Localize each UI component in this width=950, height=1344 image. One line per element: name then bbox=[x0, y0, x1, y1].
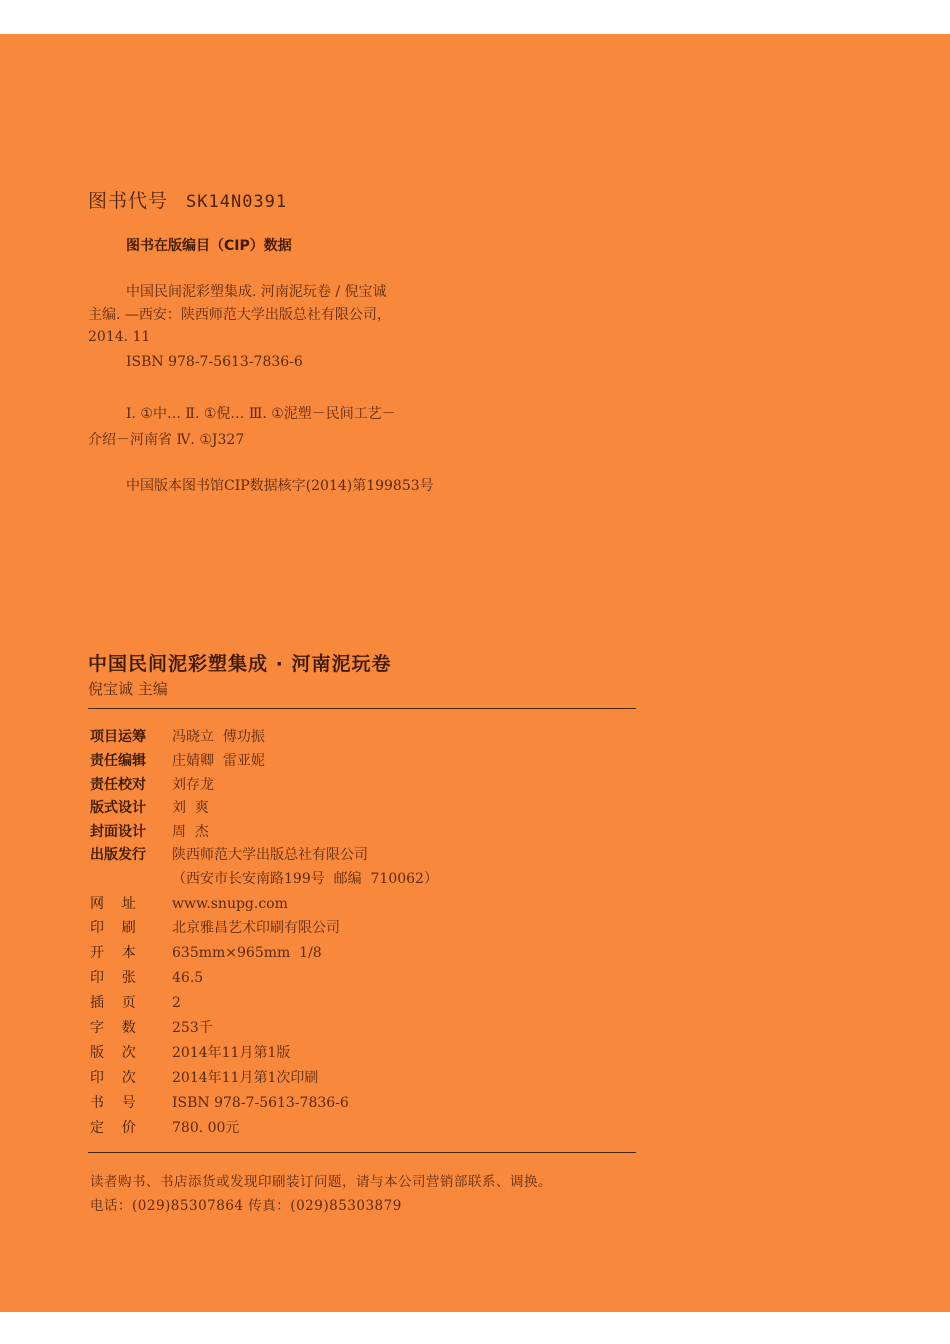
credit-row bbox=[90, 868, 438, 890]
credit-row bbox=[90, 1042, 290, 1064]
divider-top bbox=[88, 708, 636, 709]
credit-label: 定 价 bbox=[90, 1120, 136, 1136]
credit-row bbox=[90, 774, 214, 796]
credit-row bbox=[90, 992, 181, 1014]
credit-label: 责任编辑 bbox=[90, 753, 146, 769]
credit-label: 版式设计 bbox=[90, 800, 146, 816]
credit-row bbox=[90, 893, 288, 915]
credit-row bbox=[90, 1017, 213, 1039]
credit-row bbox=[90, 942, 322, 964]
book-code bbox=[88, 186, 287, 213]
book-code-label: 图书代号 bbox=[88, 190, 169, 212]
credit-label: 插 页 bbox=[90, 995, 136, 1011]
book-editor: 倪宝诚 主编 bbox=[88, 680, 168, 698]
credit-row bbox=[90, 967, 203, 989]
divider-bottom bbox=[88, 1152, 636, 1153]
credit-value: （西安市长安南路199号 邮编 710062） bbox=[172, 871, 438, 887]
cip-line: Ⅰ. ①中… Ⅱ. ①倪… Ⅲ. ①泥塑－民间工艺－ bbox=[126, 406, 396, 422]
cip-line: 主编. —西安：陕西师范大学出版总社有限公司， bbox=[88, 307, 391, 323]
credit-value: 2014年11月第1次印刷 bbox=[172, 1070, 319, 1086]
credit-label: 书 号 bbox=[90, 1095, 136, 1111]
cip-record-number: 中国版本图书馆CIP数据核字(2014)第199853号 bbox=[126, 478, 434, 494]
cip-isbn: ISBN 978-7-5613-7836-6 bbox=[126, 354, 303, 370]
credit-label: 印 次 bbox=[90, 1070, 136, 1086]
credit-value: 2 bbox=[172, 995, 181, 1011]
cip-line: 中国民间泥彩塑集成. 河南泥玩卷 / 倪宝诚 bbox=[126, 284, 387, 300]
credit-label: 印 张 bbox=[90, 970, 136, 986]
book-title: 中国民间泥彩塑集成 · 河南泥玩卷 bbox=[88, 653, 392, 675]
credit-value: 780. 00元 bbox=[172, 1120, 240, 1136]
credit-label: 封面设计 bbox=[90, 824, 146, 840]
credit-value: 635mm×965mm 1/8 bbox=[172, 945, 322, 961]
credit-row bbox=[90, 1067, 318, 1089]
credit-value: 陕西师范大学出版总社有限公司 bbox=[172, 847, 368, 863]
credit-value: www.snupg.com bbox=[172, 896, 288, 912]
credit-value: 北京雅昌艺术印刷有限公司 bbox=[172, 920, 340, 936]
credit-label: 出版发行 bbox=[90, 847, 146, 863]
credit-row bbox=[90, 797, 209, 819]
credit-value: 庄婧卿 雷亚妮 bbox=[172, 753, 265, 769]
credit-value: 刘 爽 bbox=[172, 800, 209, 816]
credit-label: 网 址 bbox=[90, 896, 136, 912]
book-code-value: SK14N0391 bbox=[186, 192, 288, 212]
credit-label: 印 刷 bbox=[90, 920, 136, 936]
credit-row bbox=[90, 750, 265, 772]
credit-value: 46.5 bbox=[172, 970, 204, 986]
credit-label: 项目运筹 bbox=[90, 729, 146, 745]
credit-label: 责任校对 bbox=[90, 777, 146, 793]
credit-label: 版 次 bbox=[90, 1045, 136, 1061]
credit-row bbox=[90, 1092, 349, 1114]
copyright-page bbox=[0, 34, 950, 1312]
cip-line: 介绍－河南省 Ⅳ. ①J327 bbox=[88, 432, 245, 448]
credit-row bbox=[90, 917, 340, 939]
footer-notice: 读者购书、书店添货或发现印刷装订问题，请与本公司营销部联系、调换。 bbox=[90, 1174, 552, 1190]
credit-row bbox=[90, 726, 265, 748]
credit-value: ISBN 978-7-5613-7836-6 bbox=[172, 1095, 349, 1111]
credit-value: 冯晓立 傅功振 bbox=[172, 729, 265, 745]
credit-row bbox=[90, 844, 368, 866]
credit-value: 刘存龙 bbox=[172, 777, 214, 793]
credit-value: 2014年11月第1版 bbox=[172, 1045, 291, 1061]
cip-line: 2014. 11 bbox=[88, 329, 151, 345]
credit-row bbox=[90, 821, 209, 843]
credit-row bbox=[90, 1117, 239, 1139]
cip-title: 图书在版编目（CIP）数据 bbox=[126, 238, 292, 254]
footer-phones: 电话：(029)85307864 传真：(029)85303879 bbox=[90, 1198, 402, 1214]
credit-value: 周 杰 bbox=[172, 824, 209, 840]
credit-label: 字 数 bbox=[90, 1020, 136, 1036]
credit-value: 253千 bbox=[172, 1020, 213, 1036]
credit-label: 开 本 bbox=[90, 945, 136, 961]
